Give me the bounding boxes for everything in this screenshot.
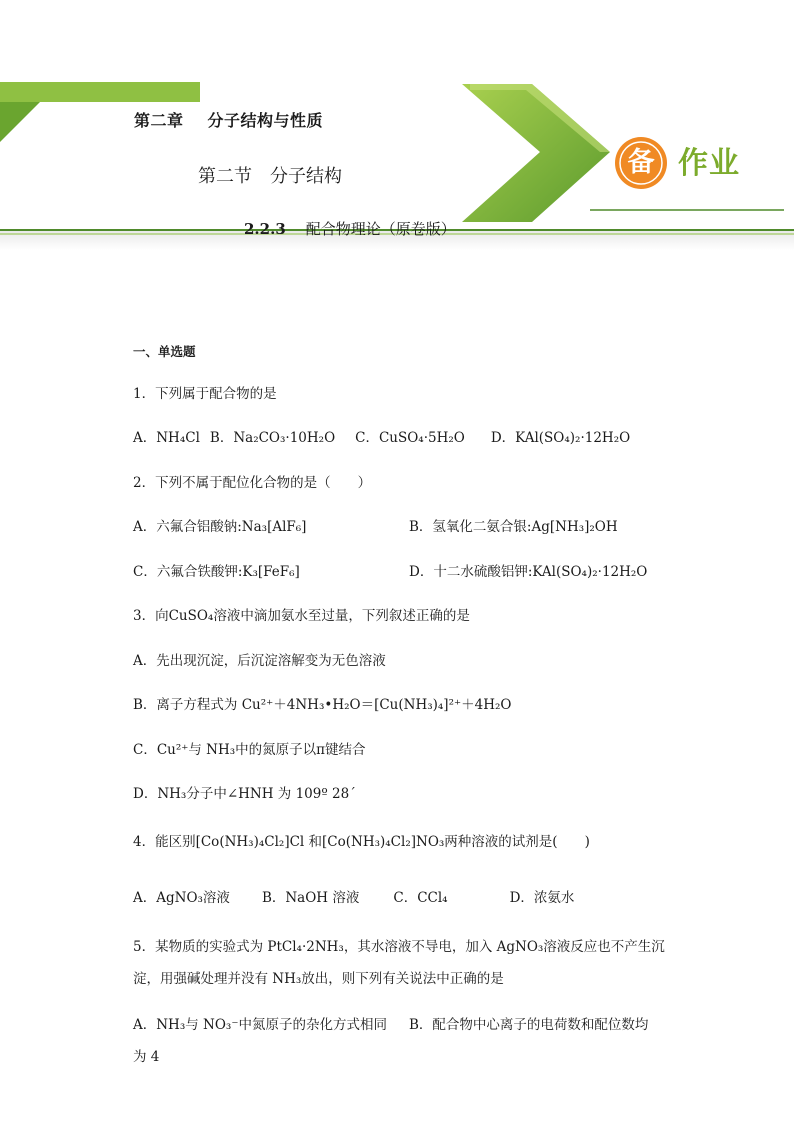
question-1-option-c[interactable]: C．CuSO₄·5H₂O (355, 430, 465, 446)
chapter-heading (134, 108, 323, 131)
question-5-option-a[interactable]: A．NH₃与 NO₃⁻中氮原子的杂化方式相同 (133, 1017, 387, 1033)
question-2-stem: 2．下列不属于配位化合物的是（ ） (133, 475, 372, 491)
question-4-option-c[interactable]: C．CCl₄ (393, 890, 448, 906)
question-4-option-b[interactable]: B．NaOH 溶液 (261, 890, 360, 906)
question-2-option-a[interactable]: A．六氟合铝酸钠:Na₃[AlF₆] (133, 519, 307, 535)
question-5-options (133, 1013, 648, 1033)
bei-badge-icon: 备 (627, 147, 655, 178)
question-4-options (133, 886, 574, 906)
question-3-option-b[interactable]: B．离子方程式为 Cu²⁺＋4NH₃•H₂O＝[Cu(NH₃)₄]²⁺＋4H₂O (133, 697, 512, 713)
zuoye-label: 作业 (678, 146, 740, 181)
section-label: 第二节 (198, 166, 252, 187)
section-heading (198, 162, 342, 188)
question-4-option-a[interactable]: A．AgNO₃溶液 (133, 890, 230, 906)
section-title: 分子结构 (270, 166, 342, 187)
question-1-options (133, 426, 630, 446)
chapter-label: 第二章 (134, 111, 184, 130)
question-3-option-a[interactable]: A．先出现沉淀，后沉淀溶解变为无色溶液 (133, 653, 386, 669)
part-title: 一、单选题 (133, 344, 196, 359)
question-1-option-b[interactable]: B．Na₂CO₃·10H₂O (209, 430, 336, 446)
question-1-stem: 1．下列属于配合物的是 (133, 386, 277, 402)
chapter-title: 分子结构与性质 (207, 111, 324, 130)
question-5-option-b[interactable]: B．配合物中心离子的电荷数和配位数均 (408, 1017, 649, 1033)
lesson-title: 配合物理论（原卷版） (305, 220, 456, 238)
question-3-option-c[interactable]: C．Cu²⁺与 NH₃中的氮原子以π键结合 (133, 742, 366, 758)
question-1-option-a[interactable]: A．NH₄Cl (133, 430, 200, 446)
question-1-option-d[interactable]: D．KAl(SO₄)₂·12H₂O (490, 430, 631, 446)
question-4-stem: 4．能区别[Co(NH₃)₄Cl₂]Cl 和[Co(NH₃)₄Cl₂]NO₃两种溶液的试剂是( ) (133, 834, 590, 850)
question-5-stem-line-2: 淀，用强碱处理并没有 NH₃放出，则下列有关说法中正确的是 (133, 971, 504, 987)
question-2-option-b[interactable]: B．氢氧化二氨合银:Ag[NH₃]₂OH (409, 519, 618, 535)
question-2-option-d[interactable]: D．十二水硫酸铝钾:KAl(SO₄)₂·12H₂O (409, 564, 648, 580)
lesson-code: 2.2.3 (244, 220, 286, 238)
header-banner (0, 80, 794, 250)
question-5-stem-line-1: 5．某物质的实验式为 PtCl₄·2NH₃，其水溶液不导电，加入 AgNO₃溶液反应也不产生沉 (133, 939, 665, 955)
question-2-option-c[interactable]: C．六氟合铁酸钾:K₃[FeF₆] (133, 564, 300, 580)
question-5-option-b-continuation: 为 4 (133, 1049, 160, 1065)
question-3-stem: 3．向CuSO₄溶液中滴加氨水至过量，下列叙述正确的是 (133, 608, 470, 624)
question-3-option-d[interactable]: D．NH₃分子中∠HNH 为 109º 28´ (133, 786, 356, 802)
question-4-option-d[interactable]: D．浓氨水 (509, 890, 575, 906)
lesson-heading (244, 218, 456, 239)
